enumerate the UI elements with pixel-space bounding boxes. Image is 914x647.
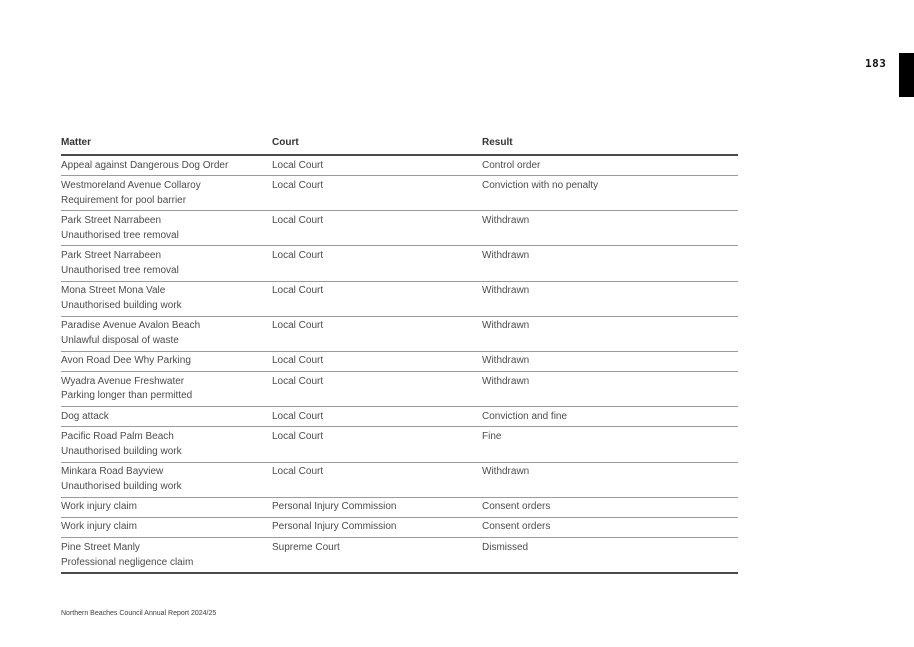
matter-line: Wyadra Avenue Freshwater	[61, 375, 185, 387]
court-cell: Local Court	[272, 246, 482, 281]
matter-line: Unauthorised tree removal	[61, 229, 179, 241]
matter-cell	[61, 176, 272, 211]
matter-cell	[61, 462, 272, 497]
table-row	[61, 427, 738, 462]
page-edge-tab	[899, 53, 914, 97]
table-row	[61, 538, 738, 574]
result-cell: Withdrawn	[482, 211, 738, 246]
table-row	[61, 372, 738, 407]
column-header-court: Court	[272, 136, 482, 155]
matter-line: Pine Street Manly	[61, 541, 140, 553]
matter-line: Park Street Narrabeen	[61, 214, 162, 226]
matter-line: Avon Road Dee Why Parking	[61, 355, 191, 367]
matter-cell	[61, 427, 272, 462]
court-cell: Local Court	[272, 176, 482, 211]
court-cell: Local Court	[272, 351, 482, 371]
matter-line: Professional negligence claim	[61, 556, 194, 568]
court-cell: Personal Injury Commission	[272, 517, 482, 537]
court-cell: Local Court	[272, 316, 482, 351]
result-cell: Consent orders	[482, 497, 738, 517]
matter-line: Unlawful disposal of waste	[61, 334, 179, 346]
matter-cell	[61, 351, 272, 371]
matter-cell	[61, 316, 272, 351]
table-row	[61, 211, 738, 246]
result-cell: Withdrawn	[482, 462, 738, 497]
matter-line: Westmoreland Avenue Collaroy	[61, 179, 201, 191]
table-row	[61, 246, 738, 281]
matter-cell	[61, 155, 272, 176]
table-header-row	[61, 136, 738, 155]
matter-cell	[61, 407, 272, 427]
matter-line: Unauthorised tree removal	[61, 264, 179, 276]
court-cell: Local Court	[272, 427, 482, 462]
matter-line: Unauthorised building work	[61, 480, 182, 492]
court-matters-table	[61, 136, 738, 574]
matter-cell	[61, 497, 272, 517]
matter-cell	[61, 281, 272, 316]
table-body	[61, 155, 738, 573]
result-cell: Control order	[482, 155, 738, 176]
court-cell: Personal Injury Commission	[272, 497, 482, 517]
matter-line: Unauthorised building work	[61, 299, 182, 311]
result-cell: Conviction with no penalty	[482, 176, 738, 211]
matter-line: Mona Street Mona Vale	[61, 285, 166, 297]
matter-line: Parking longer than permitted	[61, 390, 193, 402]
matter-line: Dog attack	[61, 410, 109, 422]
court-cell: Local Court	[272, 281, 482, 316]
matter-cell	[61, 246, 272, 281]
result-cell: Withdrawn	[482, 281, 738, 316]
matter-line: Requirement for pool barrier	[61, 194, 187, 206]
matter-cell	[61, 372, 272, 407]
column-header-matter: Matter	[61, 136, 272, 155]
matter-line: Appeal against Dangerous Dog Order	[61, 159, 229, 171]
court-cell: Local Court	[272, 372, 482, 407]
matter-line: Paradise Avenue Avalon Beach	[61, 320, 201, 332]
table-row	[61, 316, 738, 351]
result-cell: Withdrawn	[482, 351, 738, 371]
table-row	[61, 281, 738, 316]
table-row	[61, 517, 738, 537]
result-cell: Conviction and fine	[482, 407, 738, 427]
matter-cell	[61, 538, 272, 574]
result-cell: Withdrawn	[482, 246, 738, 281]
table-row	[61, 407, 738, 427]
court-cell: Supreme Court	[272, 538, 482, 574]
matter-line: Work injury claim	[61, 501, 137, 513]
matter-cell	[61, 517, 272, 537]
table-row	[61, 462, 738, 497]
matter-line: Minkara Road Bayview	[61, 466, 164, 478]
table-row	[61, 351, 738, 371]
court-cell: Local Court	[272, 211, 482, 246]
page-number: 183	[865, 57, 887, 70]
court-cell: Local Court	[272, 155, 482, 176]
court-cell: Local Court	[272, 462, 482, 497]
footer-text: Northern Beaches Council Annual Report 2024/25	[61, 610, 217, 617]
result-cell: Consent orders	[482, 517, 738, 537]
result-cell: Fine	[482, 427, 738, 462]
result-cell: Withdrawn	[482, 316, 738, 351]
table-row	[61, 497, 738, 517]
matter-line: Park Street Narrabeen	[61, 249, 162, 261]
table-row	[61, 176, 738, 211]
matter-cell	[61, 211, 272, 246]
result-cell: Withdrawn	[482, 372, 738, 407]
column-header-result: Result	[482, 136, 738, 155]
court-cell: Local Court	[272, 407, 482, 427]
matter-line: Pacific Road Palm Beach	[61, 430, 174, 442]
matter-line: Work injury claim	[61, 521, 137, 533]
matter-line: Unauthorised building work	[61, 445, 182, 457]
result-cell: Dismissed	[482, 538, 738, 574]
table-row	[61, 155, 738, 176]
